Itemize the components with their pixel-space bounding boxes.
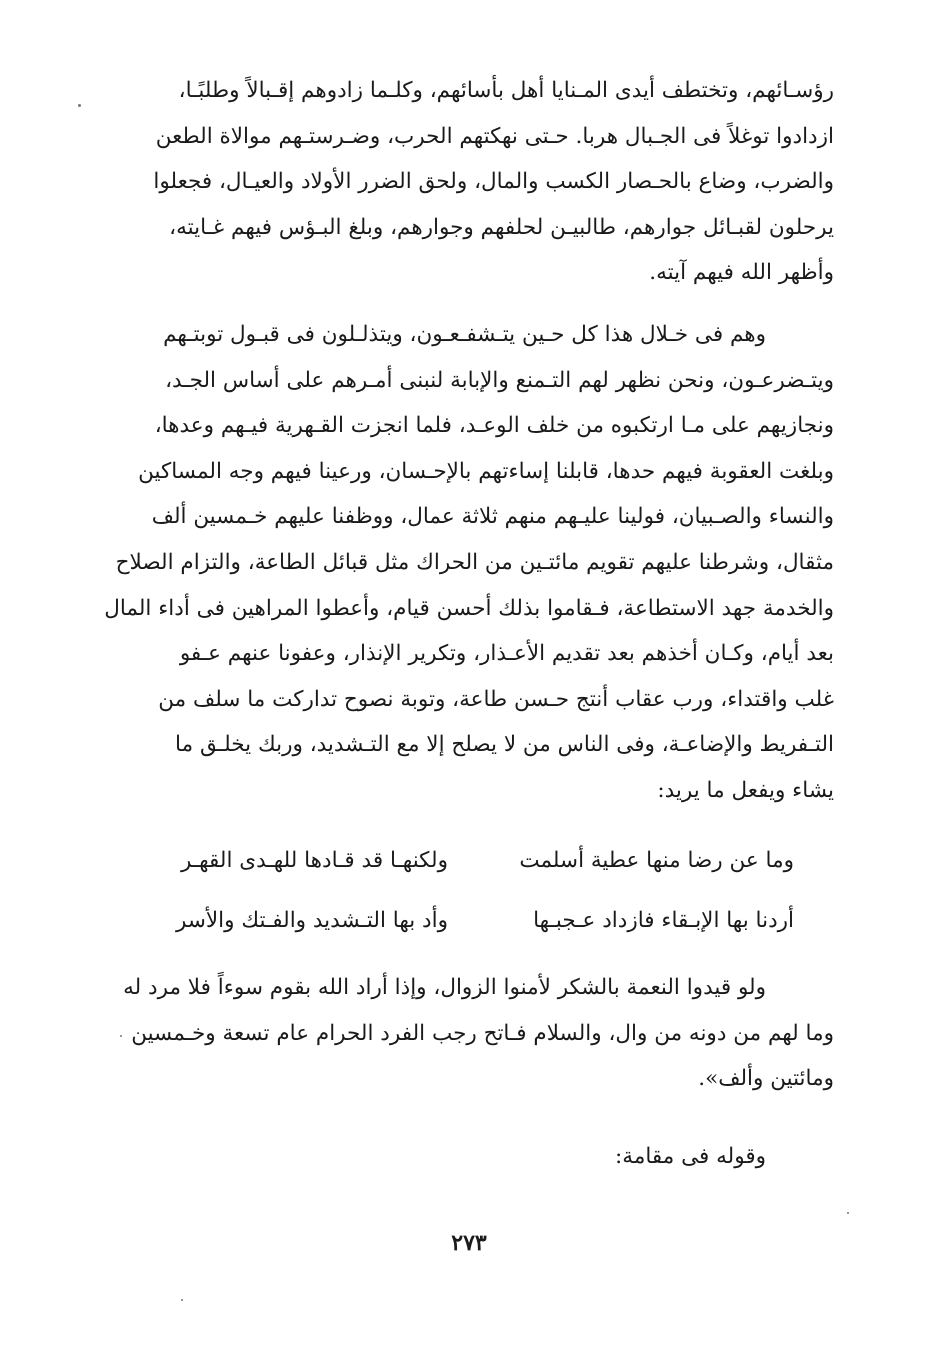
paragraph-2 [88,312,834,814]
text-line: وأظهر الله فيهم آيته. [649,260,834,286]
text-line: ويتـضرعـون، ونحن نظهر لهم التـمنع والإبابة لنبنى أمـرهم على أساس الجـد، [165,367,834,393]
text-line: والنساء والصـبيان، فولينا عليـهم منهم ثلاثة عمال، ووظفنا عليهم خـمسين ألف [151,504,834,530]
text-line: وهم فى خـلال هذا كل حـين يتـشفـعـون، ويتذلـلون فى قبـول توبتـهم [163,322,766,347]
text-line: يشاء ويفعل ما يريد: [657,777,834,803]
text-line: ونجازيهم على مـا ارتكبوه من خلف الوعـد، فلما انجزت القـهرية فيـهم وعدها، [154,413,834,439]
verse-first-hemistich: وما عن رضا منها عطية أسلمت [519,848,794,873]
text-line: غلب واقتداء، ورب عقاب أنتج حـسن طاعة، وتوبة نصوح تداركت ما سلف من [158,686,834,712]
verse-second-hemistich: ولكنهـا قد قـادها للهـدى القهـر [180,848,448,873]
scan-speck [847,1212,849,1214]
text-line: يرحلون لقبـائل جوارهم، طالبيـن لحلفهم وجوارهم، وبلغ البـؤس فيهم غـايته، [169,214,834,240]
text-line: ومائتين وألف». [698,1066,834,1092]
verse-line [88,896,834,956]
text-line: والخدمة جهد الاستطاعة، فـقاموا بذلك أحسن قيام، وأعطوا المراهين فى أداء المال [104,595,834,621]
paragraph-1 [88,68,834,296]
text-line: مثقال، وشرطنا عليهم تقويم مائتـين من الحراك مثل قبائل الطاعة، والتزام الصلاح [115,549,834,575]
paragraph-4 [88,1134,834,1180]
text-line: ولو قيدوا النعمة بالشكر لأمنوا الزوال، وإذا أراد الله بقوم سوءاً فلا مرد له [123,975,766,1000]
scan-speck [181,1299,183,1301]
paragraph-3 [88,965,834,1102]
scan-speck [120,1035,122,1037]
scan-speck [78,104,81,107]
text-line: رؤسـائهم، وتختطف أيدى المـنايا أهل بأسائهم، وكلـما زادوهم إقـبالاً وطلبًـا، [178,78,834,103]
text-line: وما لهم من دونه من وال، والسلام فـاتح رجب الفرد الحرام عام تسعة وخـمسين [131,1020,834,1046]
text-line: ازدادوا توغلاً فى الجـبال هربا. حـتى نهكتهم الحرب، وضـرستـهم موالاة الطعن [155,123,834,149]
verse-second-hemistich: وأد بها التـشديد والفـتك والأسر [176,908,448,933]
page-number: ٢٧٣ [451,1230,487,1256]
text-line: والضرب، وضاع بالحـصار الكسب والمال، ولحق الضرر الأولاد والعيـال، فجعلوا [153,169,834,195]
text-line: وبلغت العقوبة فيهم حدها، قابلنا إساءتهم بالإحـسان، ورعينا فيهم وجه المساكين [138,458,834,484]
poem-verses [88,836,834,956]
text-line: بعد أيام، وكـان أخذهم بعد تقديم الأعـذار، وتكرير الإنذار، وعفونا عنهم عـفو [179,641,834,667]
text-line: وقوله فى مقامة: [615,1144,766,1169]
text-line: التـفريط والإضاعـة، وفى الناس من لا يصلح إلا مع التـشديد، وربك يخلـق ما [175,732,834,758]
verse-line [88,836,834,896]
verse-first-hemistich: أردنا بها الإبـقاء فازداد عـجبـها [533,908,794,933]
